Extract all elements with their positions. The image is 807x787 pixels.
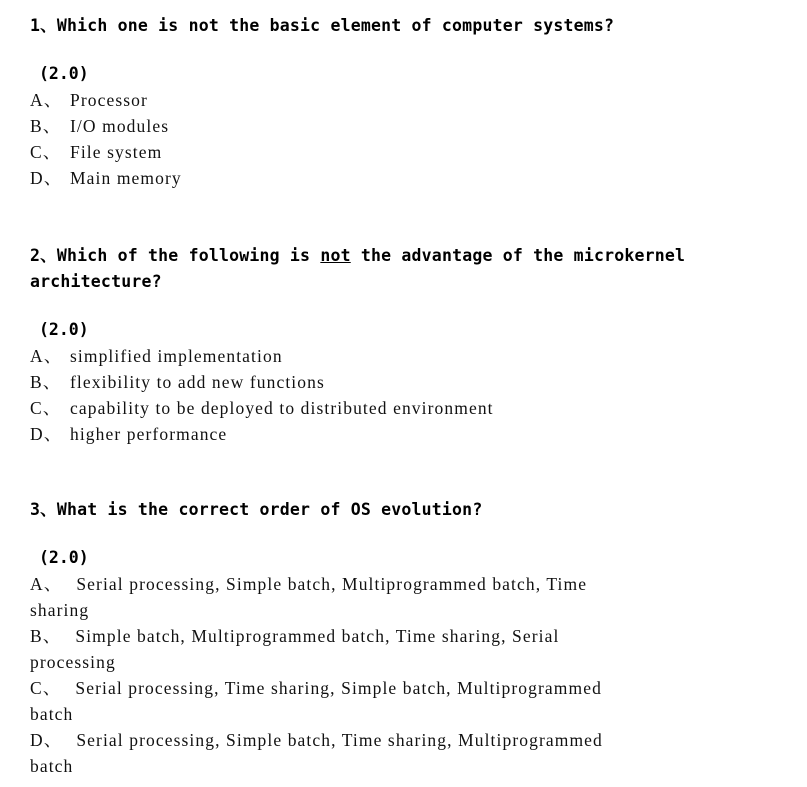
question-2-stem-underlined: not [320, 246, 351, 265]
option-text: I/O modules [70, 116, 170, 136]
quiz-page [30, 13, 790, 779]
option-letter: B、 [30, 372, 62, 392]
option-letter: D、 [30, 730, 63, 750]
option-text-wrap: sharing [30, 600, 90, 620]
option-letter: D、 [30, 168, 63, 188]
question-1 [30, 13, 790, 191]
question-2-stem-start: 2、Which of the following is [30, 246, 321, 265]
option-c[interactable] [30, 675, 790, 727]
question-2-options [30, 343, 790, 447]
question-2-score: (2.0) [39, 320, 89, 339]
option-d[interactable] [30, 727, 790, 779]
option-text-wrap: batch [30, 756, 74, 776]
question-1-score: (2.0) [39, 64, 89, 83]
question-2-stem-line2: architecture? [30, 272, 162, 291]
question-1-options [30, 87, 790, 191]
question-3 [30, 497, 790, 779]
option-text: Serial processing, Time sharing, Simple batch, Multiprogrammed [75, 678, 602, 698]
option-text: Serial processing, Simple batch, Time sharing, Multiprogrammed [76, 730, 603, 750]
option-text: Simple batch, Multiprogrammed batch, Time sharing, Serial [75, 626, 560, 646]
option-b[interactable] [30, 623, 790, 675]
option-a[interactable] [30, 343, 790, 369]
option-c[interactable] [30, 395, 790, 421]
option-text-wrap: processing [30, 652, 116, 672]
option-letter: C、 [30, 678, 62, 698]
question-3-stem: 3、What is the correct order of OS evolution? [30, 500, 483, 519]
question-1-stem: 1、Which one is not the basic element of computer systems? [30, 16, 615, 35]
option-text-wrap: batch [30, 704, 74, 724]
option-letter: C、 [30, 398, 62, 418]
option-text: Processor [70, 90, 148, 110]
option-b[interactable] [30, 113, 790, 139]
question-2 [30, 243, 790, 447]
question-3-score: (2.0) [39, 548, 89, 567]
option-d[interactable] [30, 165, 790, 191]
option-letter: B、 [30, 626, 62, 646]
question-3-options [30, 571, 790, 779]
option-letter: A、 [30, 574, 63, 594]
option-letter: A、 [30, 90, 63, 110]
option-d[interactable] [30, 421, 790, 447]
option-text: flexibility to add new functions [70, 372, 325, 392]
option-text: capability to be deployed to distributed environment [70, 398, 494, 418]
option-text: Main memory [70, 168, 182, 188]
option-a[interactable] [30, 87, 790, 113]
option-letter: C、 [30, 142, 62, 162]
question-2-stem-end: the advantage of the microkernel [350, 246, 686, 265]
option-text: higher performance [70, 424, 228, 444]
option-b[interactable] [30, 369, 790, 395]
option-a[interactable] [30, 571, 790, 623]
option-letter: D、 [30, 424, 63, 444]
question-2-stem [30, 243, 790, 295]
option-c[interactable] [30, 139, 790, 165]
option-text: simplified implementation [70, 346, 283, 366]
option-text: File system [70, 142, 163, 162]
option-letter: A、 [30, 346, 63, 366]
option-letter: B、 [30, 116, 62, 136]
option-text: Serial processing, Simple batch, Multiprogrammed batch, Time [76, 574, 588, 594]
